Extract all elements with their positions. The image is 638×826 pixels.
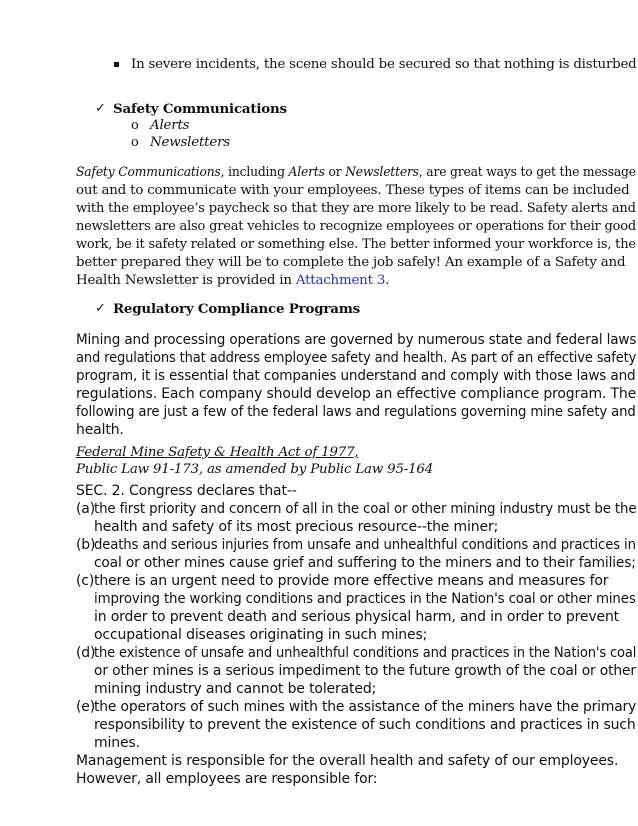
para1-line: better prepared they will be to complete the job safely! An example of a Safety and	[76, 255, 626, 270]
list-item-line: mines.	[94, 735, 140, 751]
list-item-line: improving the working conditions and practices in the Nation's coal or other mines	[94, 591, 636, 607]
para2-line: health.	[76, 422, 124, 438]
para1-text: or	[324, 165, 346, 180]
bullet-text: In severe incidents, the scene should be secured so that nothing is disturbed	[131, 57, 637, 72]
circle-bullet-icon: o	[131, 118, 139, 133]
para1-term: Newsletters	[345, 165, 419, 180]
subitem-alerts: Alerts	[150, 118, 190, 133]
para1-term: Alerts	[288, 165, 325, 180]
list-item-line: occupational diseases originating in such mines;	[94, 627, 428, 643]
attachment-3-link[interactable]: Attachment 3	[295, 273, 386, 288]
list-item-label: (e)	[76, 699, 96, 715]
sec2-intro: SEC. 2. Congress declares that--	[76, 483, 297, 499]
para1-text: , are great ways to get the message	[418, 165, 636, 180]
act-subtitle: Public Law 91-173, as amended by Public Law 95-164	[76, 462, 434, 477]
para1-line: out and to communicate with your employees. These types of items can be included	[76, 183, 630, 198]
para1-line: newsletters are also great vehicles to recognize employees or operations for their good	[76, 219, 636, 234]
act-title: Federal Mine Safety & Health Act of 1977,	[76, 445, 359, 460]
subitem-newsletters: Newsletters	[150, 135, 230, 150]
list-item-line: coal or other mines cause grief and suffering to the miners and to their families;	[94, 555, 636, 571]
closing-line: Management is responsible for the overall health and safety of our employees.	[76, 753, 619, 769]
list-item-line: responsibility to prevent the existence of such conditions and practices in such	[94, 717, 636, 733]
list-item-line: or other mines is a serious impediment to the future growth of the coal or other	[94, 663, 636, 679]
para1-text: .	[385, 273, 390, 288]
list-item-line: health and safety of its most precious resource--the miner;	[94, 519, 499, 535]
para1-term: Safety Communications	[76, 165, 221, 180]
section-heading-regulatory-compliance: Regulatory Compliance Programs	[113, 301, 361, 317]
square-bullet-icon	[114, 62, 119, 67]
list-item-label: (b)	[76, 537, 96, 553]
list-item-line: there is an urgent need to provide more effective means and measures for	[94, 573, 609, 589]
para1-line	[76, 272, 389, 290]
para2-line: following are just a few of the federal laws and regulations governing mine safety and	[76, 404, 636, 420]
list-item-line: the operators of such mines with the assistance of the miners have the primary	[94, 699, 637, 715]
para1-line: work, be it safety related or something else. The better informed your workforce is, the	[76, 237, 636, 252]
checkmark-icon: ✓	[95, 101, 106, 116]
list-item-line: in order to prevent death and serious physical harm, and in order to prevent	[94, 609, 620, 625]
para2-line: and regulations that address employee safety and health. As part of an effective safety	[76, 350, 637, 366]
circle-bullet-icon: o	[131, 135, 139, 150]
para1-line: with the employee’s paycheck so that they are more likely to be read. Safety alerts and	[76, 201, 636, 216]
section-heading-safety-communications: Safety Communications	[113, 101, 287, 117]
list-item-label: (a)	[76, 501, 96, 517]
list-item-line: the first priority and concern of all in the coal or other mining industry must be the	[94, 501, 637, 517]
para1-text: , including	[220, 165, 289, 180]
list-item-label: (c)	[76, 573, 95, 589]
list-item-line: the existence of unsafe and unhealthful conditions and practices in the Nation's coal	[94, 645, 637, 661]
checkmark-icon: ✓	[95, 301, 106, 316]
list-item-label: (d)	[76, 645, 96, 661]
para2-line: program, it is essential that companies understand and comply with those laws and	[76, 368, 636, 384]
para1-line	[76, 164, 636, 182]
closing-line: However, all employees are responsible for:	[76, 771, 378, 787]
list-item-line: mining industry and cannot be tolerated;	[94, 681, 377, 697]
list-item-line: deaths and serious injuries from unsafe and unhealthful conditions and practices in	[94, 537, 636, 553]
para2-line: Mining and processing operations are governed by numerous state and federal laws	[76, 332, 637, 348]
para1-text: Health Newsletter is provided in	[76, 273, 296, 288]
para2-line: regulations. Each company should develop an effective compliance program. The	[76, 386, 637, 402]
